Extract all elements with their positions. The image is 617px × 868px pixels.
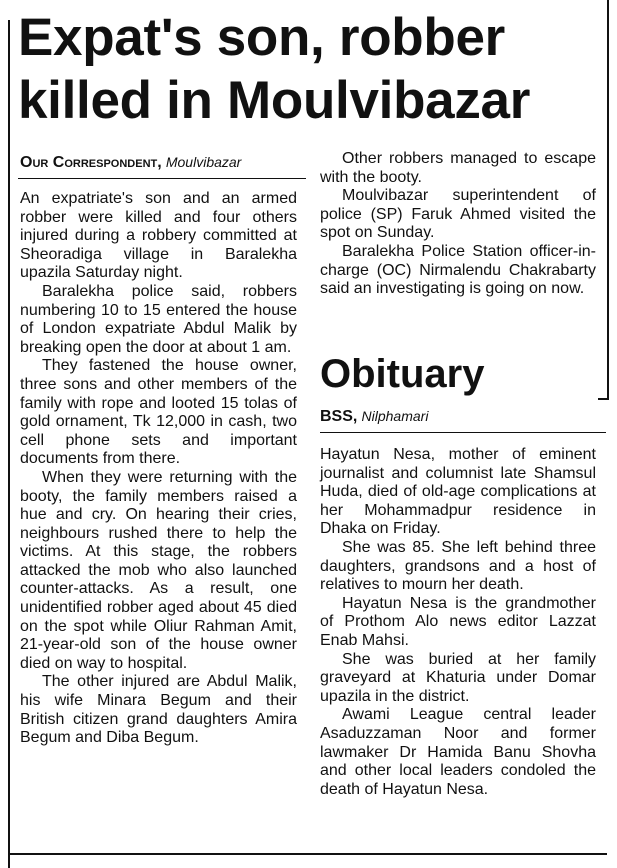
top-right-corner: [598, 398, 609, 400]
byline-location: Moulvibazar: [165, 154, 242, 170]
obituary-paragraph: Hayatun Nesa, mother of eminent journalist and columnist late Shamsul Huda, died of old-age complications at her Mohammadpur residence in Dhaka on Friday.: [320, 446, 596, 538]
obituary-paragraph: She was buried at her family graveyard at Khaturia under Domar upazila in the district.: [320, 650, 596, 705]
byline-author: Our Correspondent,: [20, 154, 162, 171]
story-paragraph: Baralekha Police Station officer-in-charge (OC) Nirmalendu Chakrabarty said an investigating is going on now.: [320, 242, 596, 298]
obituary-paragraph: Hayatun Nesa is the grandmother of Prothom Alo news editor Lazzat Enab Mahsi.: [320, 594, 596, 649]
story-paragraph: Baralekha police said, robbers numbering 10 to 15 entered the house of London expatriate Abdul Malik by breaking open the door at about 1 am.: [20, 282, 297, 356]
story-paragraph: The other injured are Abdul Malik, his wife Minara Begum and their British citizen grand daughters Amira Begum and Diba Begum.: [20, 673, 297, 747]
obituary-paragraph: Awami League central leader Asaduzzaman Noor and former lawmaker Dr Hamida Banu Shovha and other local leaders condoled the death of Hayatun Nesa.: [320, 706, 596, 798]
story-paragraph: When they were returning with the booty, the family members raised a hue and cry. On hearing their cries, neighbours rushed there to help the victims. At this stage, the robbers attacked the mob who also launched counter-attacks. As a result, one unidentified robber aged about 45 died on the spot while Oliur Rahman Amit, 21-year-old son of the house owner died on way to hospital.: [20, 468, 297, 672]
obituary-body: [320, 446, 596, 799]
story-paragraph: Moulvibazar superintendent of police (SP) Faruk Ahmed visited the spot on Sunday.: [320, 187, 596, 242]
main-byline: [20, 152, 241, 173]
byline-underline: [18, 178, 306, 179]
obituary-paragraph: She was 85. She left behind three daughters, grandsons and a host of relatives to mourn her death.: [320, 538, 596, 594]
story-paragraph: They fastened the house owner, three sons and other members of the family with rope and looted 15 tolas of gold ornament, Tk 12,000 in cash, two cell phone sets and important documents from there.: [20, 357, 297, 468]
left-border: [8, 20, 10, 868]
page-headline: Expat's son, robber killed in Moulvibazar: [18, 8, 531, 130]
obituary-byline-underline: [320, 432, 606, 433]
story-paragraph: An expatriate's son and an armed robber were killed and four others injured during a robbery committed at Sheoradiga village in Baralekha upazila Saturday night.: [20, 190, 297, 282]
obituary-headline: Obituary: [320, 352, 485, 396]
main-story-col2: [320, 150, 596, 299]
bottom-border: [10, 853, 607, 855]
story-paragraph: Other robbers managed to escape with the booty.: [320, 150, 596, 186]
main-story-col1: [20, 190, 297, 748]
obituary-byline: [320, 406, 428, 427]
obituary-byline-author: BSS,: [320, 408, 358, 425]
obituary-byline-location: Nilphamari: [361, 408, 429, 424]
